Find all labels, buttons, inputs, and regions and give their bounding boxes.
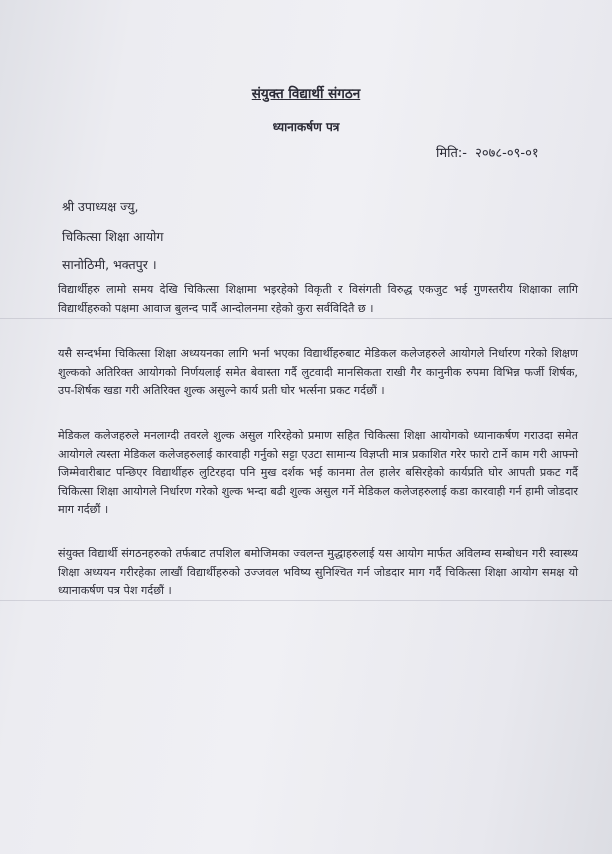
body-paragraph: विद्यार्थीहरु लामो समय देखि चिकित्सा शिक्षामा भइरहेको विकृती र विसंगती विरुद्ध एकजुट भई गुणस्तरीय शिक्षाका लागि विद्यार्थीहरुको पक्षमा आवाज बुलन्द पार्दै आन्दोलनमा रहेको कुरा सर्वविदितै छ । (58, 283, 578, 315)
recipient-title: श्री उपाध्यक्ष ज्यु, (62, 199, 139, 214)
letter-subject: ध्यानाकर्षण पत्र (272, 120, 340, 134)
body-paragraph: संयुक्त विद्यार्थी संगठनहरुको तर्फबाट तपशिल बमोजिमका ज्वलन्त मुद्धाहरुलाई यस आयोग मार्फत अविलम्व सम्बोधन गरी स्वास्थ्य शिक्षा अध्ययन गरीरहेका लाखौं विद्यार्थीहरुको उज्जवल भविष्य सुनिश्चित गर्न जोडदार माग गर्दै चिकित्सा शिक्षा आयोग समक्ष यो ध्यानाकर्षण पत्र पेश गर्दछौं । (58, 547, 578, 597)
organization-title: संयुक्त विद्यार्थी संगठन (251, 86, 361, 102)
recipient-office: चिकित्सा शिक्षा आयोग (62, 229, 164, 244)
date-value: २०७८-०९-०१ (475, 146, 539, 161)
body-paragraph: यसै सन्दर्भमा चिकित्सा शिक्षा अध्ययनका लागि भर्ना भएका विद्यार्थीहरुबाट मेडिकल कलेजहरुले आयोगले निर्धारण गरेको शिक्षण शुल्कको अतिरिक्त आयोगको निर्णयलाई समेत बेवास्ता गर्दै लुटवादी मानसिकता राखी गैर कानुनीक रुपमा विभिन्न फर्जी शिर्षक, उप-शिर्षक खडा गरी अतिरिक्त शुल्क असुल्ने कार्य प्रती घोर भर्त्सना प्रकट गर्दछौं । (58, 347, 578, 397)
date-label: मिति:- (436, 146, 467, 161)
recipient-address: सानोठिमी, भक्तपुर । (62, 257, 157, 272)
date-line (432, 143, 539, 161)
paper-fold-line (0, 318, 612, 319)
body-paragraph: मेडिकल कलेजहरुले मनलाग्दी तवरले शुल्क असुल गरिरहेको प्रमाण सहित चिकित्सा शिक्षा आयोगको ध्यानाकर्षण गराउदा समेत आयोगले त्यस्ता मेडिकल कलेजहरुलाई कारवाही गर्नुको सट्टा एउटा सामान्य विज्ञप्ती मात्र प्रकाशित गरेर फारो टार्ने काम गरी आफ्नो जिम्मेवारीबाट पन्छिएर विद्यार्थीहरु लुटिरहदा पनि मुख दर्शक भई कानमा तेल हालेर बसिरहेको कार्यप्रति घोर आपती प्रकट गर्दै चिकित्सा शिक्षा आयोगले निर्धारण गरेको शुल्क भन्दा बढी शुल्क असुल गर्ने मेडिकल कलेजहरुलाई कडा कारवाही गर्न हामी जोडदार माग गर्दछौं । (58, 429, 578, 516)
